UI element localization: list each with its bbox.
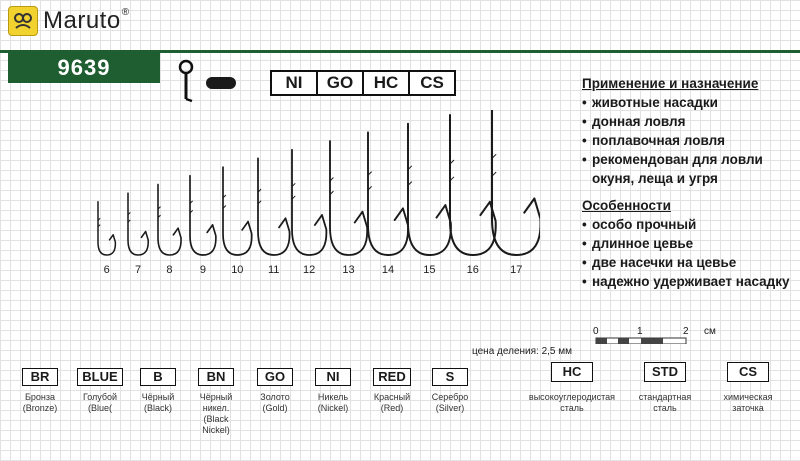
color-desc: Чёрный никел. (Black Nickel): [199, 392, 233, 435]
scale-tick-label: 0: [593, 326, 599, 337]
hook-size-15: [408, 124, 451, 255]
material-desc: высокоуглеродистая сталь: [528, 392, 616, 413]
hook-size-label: 11: [268, 264, 280, 276]
hook-sizes-drawing: [80, 110, 540, 260]
color-code: GO: [257, 368, 293, 386]
features-list: [582, 215, 792, 291]
finish-code: NI: [270, 70, 318, 96]
hook-size-14: [368, 132, 408, 255]
color-code: S: [432, 368, 468, 386]
color-legend-item: [70, 368, 130, 414]
scale-bar: [472, 328, 732, 358]
usage-heading: Применение и назначение: [582, 76, 759, 91]
hook-size-label: 17: [510, 264, 523, 276]
hook-size-12: [292, 150, 326, 255]
usage-item: • донная ловля: [582, 112, 792, 131]
logo-emblem-icon: [8, 6, 38, 36]
color-desc: Бронза (Bronze): [22, 392, 58, 413]
material-code: STD: [644, 362, 686, 382]
feature-item: • надежно удерживает насадку: [582, 272, 792, 291]
hook-size-label: 13: [342, 264, 355, 276]
finish-code: GO: [316, 70, 364, 96]
info-panel: [582, 74, 792, 291]
color-code: NI: [315, 368, 351, 386]
color-desc: Голубой (Blue(: [82, 392, 118, 413]
hook-size-label: 12: [303, 264, 316, 276]
usage-item: • животные насадки: [582, 93, 792, 112]
color-code: BLUE: [77, 368, 122, 386]
hook-size-16: [450, 115, 496, 255]
brand-logo: [8, 6, 130, 36]
brand-name: Maruto®: [43, 7, 130, 34]
color-legend-item: [128, 368, 188, 414]
ring-eye-icon: [176, 59, 196, 108]
finish-codes: [270, 70, 454, 96]
color-desc: Никель (Nickel): [317, 392, 349, 413]
usage-item: • поплавочная ловля: [582, 131, 792, 150]
features-heading: Особенности: [582, 198, 671, 213]
hook-size-10: [223, 167, 252, 255]
color-legend-item: [420, 368, 480, 414]
hook-size-label: 9: [199, 264, 206, 276]
color-legend-item: [362, 368, 422, 414]
hook-size-label: 8: [166, 264, 173, 276]
material-code: CS: [727, 362, 769, 382]
hook-size-6: [98, 202, 115, 255]
color-legend-item: [186, 368, 246, 436]
color-code: B: [140, 368, 176, 386]
hook-size-17: [492, 110, 540, 255]
color-desc: Серебро (Silver): [431, 392, 469, 413]
feature-item: • две насечки на цевье: [582, 253, 792, 272]
feature-item: • длинное цевье: [582, 234, 792, 253]
material-desc: стандартная сталь: [638, 392, 692, 413]
scale-tick-label: 2: [683, 326, 689, 337]
hook-size-label: 6: [103, 264, 110, 276]
hook-size-9: [190, 176, 216, 255]
material-desc: химическая заточка: [723, 392, 773, 413]
material-legend-item: [698, 362, 798, 414]
hook-size-label: 15: [423, 264, 436, 276]
material-legend-item: [522, 362, 622, 414]
color-desc: Красный (Red): [373, 392, 411, 413]
color-code: RED: [373, 368, 410, 386]
usage-list: [582, 93, 792, 188]
hook-size-label: 16: [466, 264, 479, 276]
color-code: BN: [198, 368, 234, 386]
feature-item: • особо прочный: [582, 215, 792, 234]
usage-item: • рекомендован для ловли окуня, леща и угря: [582, 150, 792, 188]
color-desc: Чёрный (Black): [141, 392, 175, 413]
hook-size-13: [330, 141, 367, 255]
color-legend-item: [10, 368, 70, 414]
scale-tick-label: 1: [637, 326, 643, 337]
flat-shank-icon: [206, 77, 236, 89]
color-code: BR: [22, 368, 58, 386]
scale-caption: цена деления: 2,5 мм: [472, 346, 573, 357]
hook-size-8: [158, 184, 181, 255]
material-code: HC: [551, 362, 593, 382]
hook-size-label: 14: [381, 264, 395, 276]
hook-size-label: 7: [135, 264, 142, 276]
hook-size-11: [258, 158, 290, 255]
color-legend-item: [245, 368, 305, 414]
finish-code: HC: [362, 70, 410, 96]
hook-size-label: 10: [231, 264, 244, 276]
finish-code: CS: [408, 70, 456, 96]
model-number: 9639: [8, 53, 160, 83]
scale-unit: см: [704, 326, 716, 337]
color-desc: Золото (Gold): [260, 392, 290, 413]
color-legend-item: [303, 368, 363, 414]
hook-size-7: [128, 193, 148, 255]
